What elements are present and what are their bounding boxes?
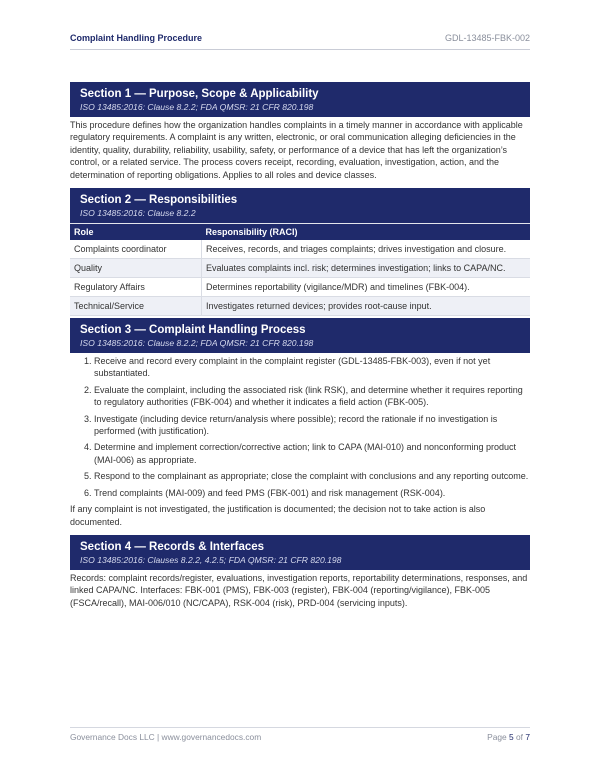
responsibility-cell: Receives, records, and triages complaints; drives investigation and closure. (202, 240, 531, 259)
section-2-reference: ISO 13485:2016: Clause 8.2.2 (80, 208, 196, 219)
responsibilities-table (70, 223, 530, 316)
section-4-reference: ISO 13485:2016: Clauses 8.2.2, 4.2.5; FDA QMSR: 21 CFR 820.198 (80, 554, 342, 565)
responsibility-cell: Evaluates complaints incl. risk; determines investigation; links to CAPA/NC. (202, 259, 531, 278)
responsibility-cell: Determines reportability (vigilance/MDR) and timelines (FBK-004). (202, 278, 531, 297)
page-header (70, 33, 530, 50)
footer-company: Governance Docs LLC | www.governancedocs.com (70, 732, 262, 742)
role-cell: Quality (70, 259, 202, 278)
section-1-reference: ISO 13485:2016: Clause 8.2.2; FDA QMSR: 21 CFR 820.198 (80, 102, 314, 112)
section-3-reference: ISO 13485:2016: Clause 8.2.2; FDA QMSR: 21 CFR 820.198 (80, 338, 314, 349)
section-3-note: If any complaint is not investigated, the justification is documented; the decision not to take action is also documented. (70, 504, 486, 527)
table-row (70, 240, 530, 259)
page-number (487, 732, 530, 742)
section-4-header (70, 535, 530, 570)
total-pages: 7 (525, 732, 530, 742)
table-row (70, 297, 530, 316)
role-cell: Complaints coordinator (70, 240, 202, 259)
role-cell: Regulatory Affairs (70, 278, 202, 297)
section-2-header (70, 188, 530, 223)
process-step: 5. Respond to the complainant as appropriate; close the complaint with conclusions and any reporting outcome. (94, 470, 530, 482)
page-footer (70, 727, 530, 742)
document-code: GDL-13485-FBK-002 (444, 33, 530, 43)
process-step: 1. Receive and record every complaint in the complaint register (GDL-13485-FBK-003), even if not yet substantiated. (94, 355, 530, 380)
table-row (70, 259, 530, 278)
section-4-title: Section 4 — Records & Interfaces (80, 540, 265, 553)
table-header-row (70, 224, 530, 241)
document-body (70, 82, 530, 609)
section-1-title: Section 1 — Purpose, Scope & Applicability (80, 88, 319, 100)
section-4-body: Records: complaint records/register, evaluations, investigation reports, reportability determinations, responses, and linked CAPA/NC. Interfaces: FBK-001 (PMS), FBK-003 (register), FBK-004 (reporting/vigilance), FBK-005 (FSCA/recall), MAI-006/010 (NC/CAPA), RSK-004 (risk), PRD-004 (servicing inputs). (70, 572, 528, 608)
section-3-title: Section 3 — Complaint Handling Process (80, 324, 306, 337)
page-prefix: Page (487, 732, 510, 742)
process-step: 6. Trend complaints (MAI-009) and feed PMS (FBK-001) and risk management (RSK-004). (94, 487, 530, 499)
section-1-header (70, 82, 530, 117)
process-steps-list (70, 355, 530, 499)
column-header-role: Role (70, 224, 202, 241)
responsibility-cell: Investigates returned devices; provides root-cause input. (202, 297, 531, 316)
section-1-body: This procedure defines how the organization handles complaints in a timely manner in accordance with applicable regulatory requirements. A complaint is any written, electronic, or oral communication alleging deficiencies in the identity, quality, durability, reliability, usability, safety, or performance of a device that has left the organization’s control, or a related service. The process covers receipt, recording, evaluation, investigation, action, and the determination of reporting obligations. Applies to all roles and device classes. (70, 120, 523, 180)
table-row (70, 278, 530, 297)
section-3-header (70, 318, 530, 353)
process-step: 3. Investigate (including device return/analysis where possible); record the rationale if no investigation is performed (with justification). (94, 413, 530, 438)
process-step: 2. Evaluate the complaint, including the associated risk (link RSK), and determine whether it requires reporting to regulatory authorities (FBK-004) and whether it indicates a field action (FBK-005). (94, 384, 530, 409)
section-2-title: Section 2 — Responsibilities (80, 194, 238, 207)
role-cell: Technical/Service (70, 297, 202, 316)
column-header-responsibility: Responsibility (RACI) (202, 224, 531, 241)
current-page: 5 (509, 732, 514, 742)
document-title: Complaint Handling Procedure (70, 33, 203, 43)
process-step: 4. Determine and implement correction/corrective action; link to CAPA (MAI-010) and nonconforming product (MAI-006) as appropriate. (94, 441, 530, 466)
page-of: of (513, 732, 526, 742)
